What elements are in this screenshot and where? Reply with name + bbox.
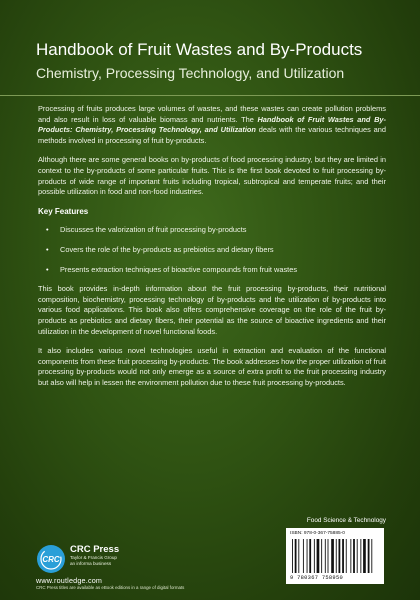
barcode-bar <box>342 539 344 573</box>
publisher-name: CRC Press <box>70 544 120 555</box>
barcode-bar <box>314 539 315 573</box>
crc-logo-text: CRC <box>42 555 60 564</box>
barcode-bar <box>317 539 320 573</box>
title-block <box>36 40 396 82</box>
barcode-bar <box>346 539 347 573</box>
key-feature-item: • Covers the role of the by-products as prebiotics and dietary fibers <box>38 245 386 256</box>
barcode-bar <box>298 539 299 573</box>
book-title: Handbook of Fruit Wastes and By-Products <box>36 40 363 59</box>
publisher-block <box>36 540 176 586</box>
barcode-digits: 9 780367 758950 <box>290 575 344 581</box>
intro-book-title: Handbook of Fruit Wastes and By-Products: Chemistry, Processing Technology, and Utilization <box>38 114 386 135</box>
key-feature-item: • Presents extraction techniques of bioactive compounds from fruit wastes <box>38 265 386 276</box>
intro-text-start: Processing of fruits produces large volumes of wastes, and these wastes can create pollution problems and also result in loss of valuable biomass and nutrients. The <box>38 104 386 124</box>
publisher-group <box>70 555 117 567</box>
barcode-bar <box>363 539 366 573</box>
intro-paragraph-1 <box>38 104 386 146</box>
barcode-image <box>290 539 380 573</box>
barcode-bar <box>325 539 326 573</box>
barcode-bar <box>307 539 308 573</box>
barcode-bar <box>339 539 341 573</box>
crc-press-logo-icon <box>36 544 66 574</box>
barcode-bar <box>321 539 322 573</box>
barcode-bar <box>331 539 334 573</box>
barcode-bar <box>295 539 297 573</box>
barcode-bar <box>292 539 293 573</box>
barcode-bar <box>336 539 337 573</box>
intro-text-end: deals with the various techniques and methods involved in processing of fruit by-products. <box>38 125 386 145</box>
publisher-url: www.routledge.com <box>36 576 103 585</box>
barcode-bar <box>303 539 304 573</box>
key-features-heading: Key Features <box>38 206 89 216</box>
intro-paragraph-2: Although there are some general books on by-products of food processing industry, but they are limited in context to the by-products of some particular fruits. This is the first book devoted to fruit processing by-products of wide range of important fruits including tropical, subtropical and temperate fruits; and their possible utilization in food and non-food industries. <box>38 155 386 197</box>
isbn-number: ISBN: 978-0-367-75885-0 <box>290 531 345 536</box>
barcode-bar <box>357 539 358 573</box>
ebook-note: CRC Press titles are available as eBook editions in a range of digital formats <box>36 585 185 590</box>
description-body <box>38 104 386 397</box>
publisher-group-line-2: an informa business <box>70 561 112 566</box>
key-features-list <box>38 225 386 275</box>
closing-paragraph-2: It also includes various novel technologies useful in extraction and evaluation of the functional components from these fruit processing by-products. The book addresses how the proper utilization of fruit processing by-products would not only emerge as a source of extra profit to the fruit processing industry but also will help in lessen the environment pollution due to these fruit processing by-products. <box>38 346 386 387</box>
publisher-group-line-1: Taylor & Francis Group <box>70 555 117 560</box>
divider-line <box>0 95 420 96</box>
barcode-bar <box>309 539 311 573</box>
barcode-bar <box>368 539 370 573</box>
isbn-barcode <box>286 528 384 584</box>
barcode-bar <box>353 539 355 573</box>
barcode-bar <box>350 539 351 573</box>
key-feature-item: • Discusses the valorization of fruit processing by-products <box>38 225 386 236</box>
barcode-bar <box>371 539 372 573</box>
closing-paragraph-1: This book provides in-depth information about the fruit processing by-products, their nutritional composition, biochemistry, processing technology of by-products and the utilization of by-products into various food applications. This book also offers comprehensive coverage on the role of the fruit by-products as prebiotics and dietary fibers, their potential as the source of bioactive ingredients and their utilization in the development of novel functional foods. <box>38 284 386 336</box>
barcode-bar <box>360 539 361 573</box>
subject-category: Food Science & Technology <box>306 517 386 524</box>
book-subtitle: Chemistry, Processing Technology, and Utilization <box>36 65 345 81</box>
barcode-bar <box>328 539 329 573</box>
